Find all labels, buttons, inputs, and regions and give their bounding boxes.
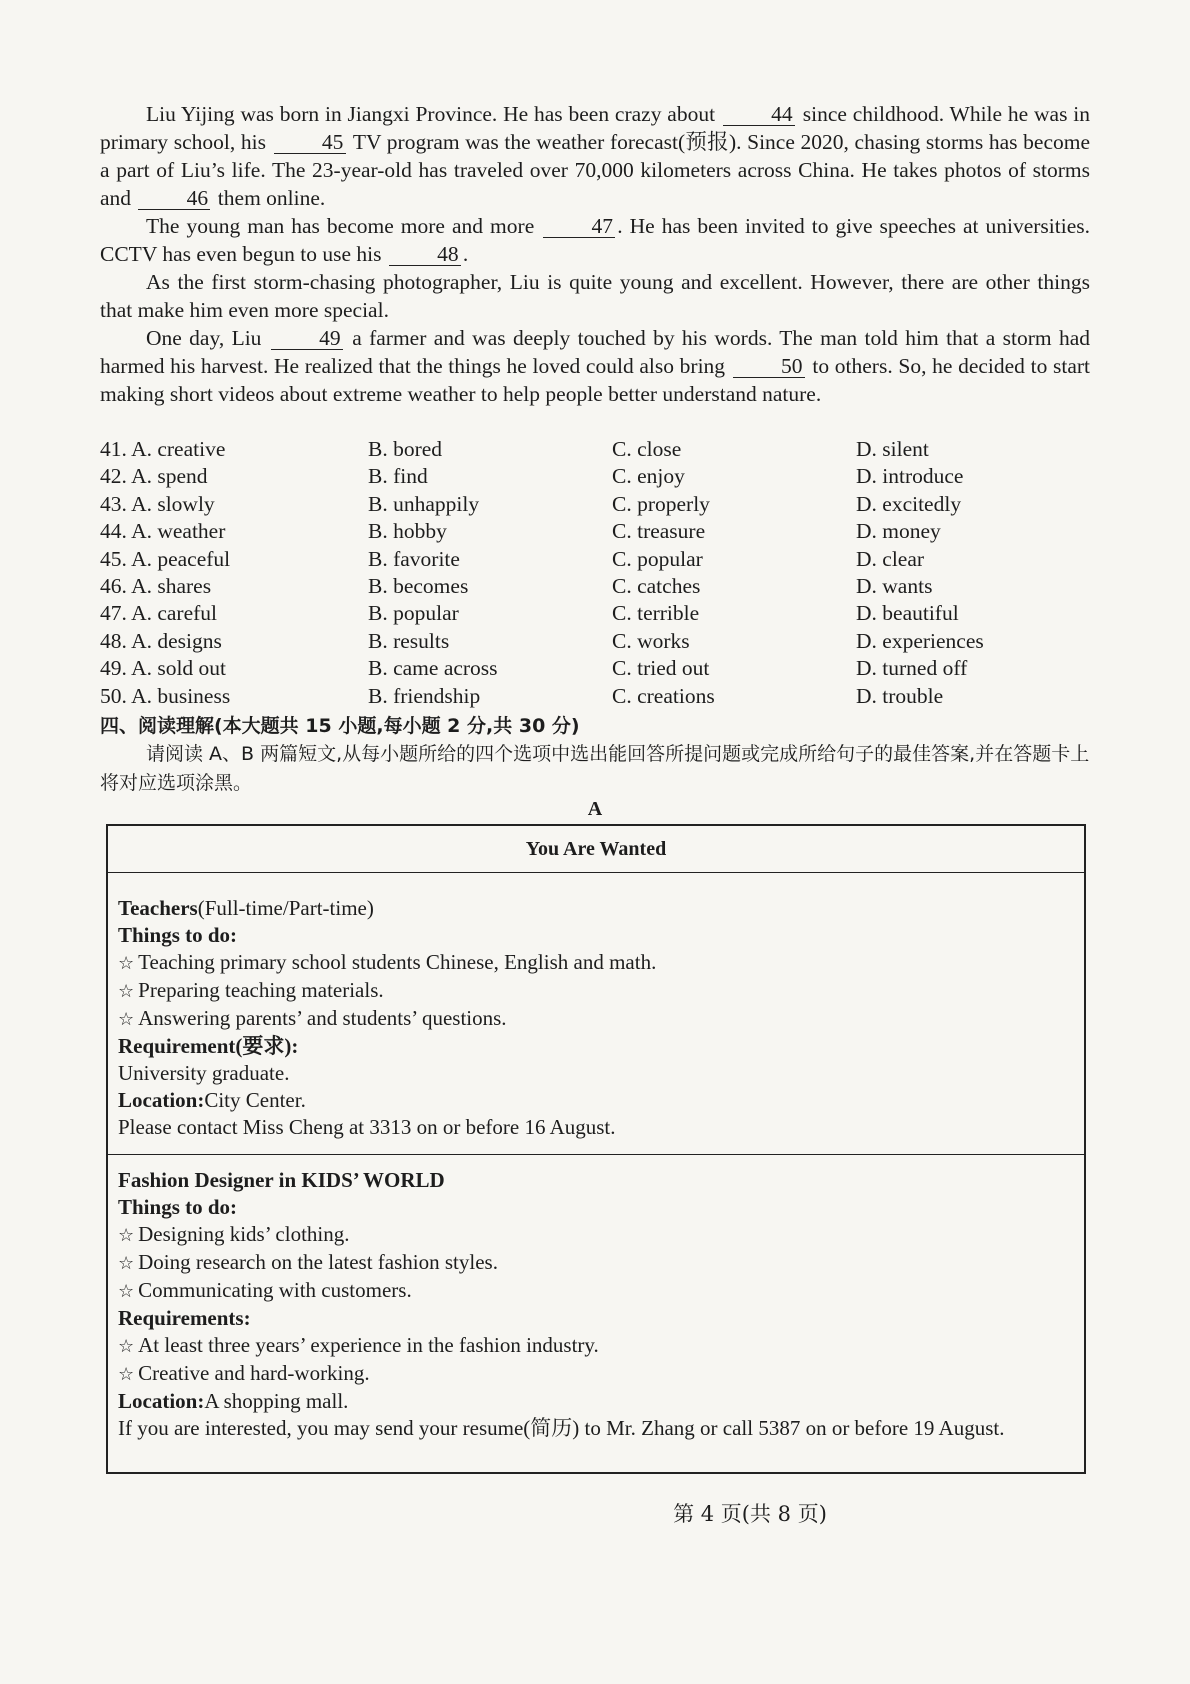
option-a: 48. A. designs [100,628,222,653]
option-a: 47. A. careful [100,601,218,626]
cloze-passage [100,100,1090,408]
blank-47: 47 [543,215,615,238]
job-title [118,895,1074,922]
option-d: D. trouble [856,683,944,708]
text: . He has been invited to give speeches at universities. CCTV has even begun to use his [100,214,1090,266]
todo-item [118,1277,1074,1305]
answer-options [100,436,1090,710]
contact-info: Please contact Miss Cheng at 3313 on or before 16 August. [118,1115,616,1139]
option-d: D. wants [856,573,933,598]
option-d: D. experiences [856,628,984,653]
star-icon: ☆ [118,953,135,974]
option-a: 50. A. business [100,683,231,708]
location-value: A shopping mall. [204,1389,349,1413]
option-c: C. catches [612,573,701,598]
passage-label: A [587,798,603,820]
star-icon: ☆ [118,1009,135,1030]
blank-48: 48 [389,243,461,266]
option-a: 42. A. spend [100,464,208,489]
option-row-44 [100,518,1090,545]
paragraph-2 [100,212,1090,268]
job-type: (Full-time/Part-time) [197,896,374,920]
todo-item [118,949,1074,977]
todo-label: Things to do: [118,923,238,947]
text: to others. So, he decided to start making short videos about extreme weather to help people better understand nature. [100,354,1091,406]
requirement-label: Requirements: [118,1306,251,1330]
job-name: Fashion Designer in KIDS’ WORLD [118,1168,445,1192]
option-c: C. close [612,437,682,461]
text: . [462,242,469,266]
option-d: D. money [856,519,941,544]
option-a: 49. A. sold out [100,656,227,681]
requirement-text: At least three years’ experience in the fashion industry. [138,1333,599,1357]
star-icon: ☆ [118,1253,135,1274]
text: since childhood. While he was in primary school, his [100,102,1091,154]
location-label: Location: [118,1088,205,1112]
option-c: C. tried out [612,656,710,681]
job-teachers [108,873,1084,1155]
requirement-item [118,1360,1074,1388]
text: a farmer and was deeply touched by his words. The man told him that a storm had harmed his harvest. He realized that the things he loved could also bring [100,326,1091,378]
option-row-47 [100,600,1090,627]
section-title: 四、阅读理解(本大题共 15 小题,每小题 2 分,共 30 分) [100,715,580,737]
option-b: B. bored [368,437,443,461]
option-b: B. came across [368,656,498,681]
option-c: C. terrible [612,601,700,626]
option-a: 46. A. shares [100,573,212,598]
todo-text: Teaching primary school students Chinese, English and math. [138,950,657,974]
job-fashion-designer [108,1155,1084,1442]
option-row-48 [100,628,1090,655]
option-a: 45. A. peaceful [100,546,231,571]
option-b: B. becomes [368,573,469,598]
option-b: B. unhappily [368,491,480,516]
todo-text: Designing kids’ clothing. [138,1222,350,1246]
requirement-label: Requirement(要求): [118,1034,299,1058]
job-name: Teachers [118,896,198,920]
text: Liu Yijing was born in Jiangxi Province. He has been crazy about [146,102,716,126]
option-row-49 [100,655,1090,682]
option-a: 41. A. creative [100,437,226,461]
requirement-text: Creative and hard-working. [138,1361,370,1385]
todo-item [118,977,1074,1005]
option-c: C. works [612,628,690,653]
blank-49: 49 [271,327,343,350]
option-b: B. friendship [368,683,481,708]
star-icon: ☆ [118,1281,135,1302]
location [118,1087,1074,1114]
ad-title: You Are Wanted [108,826,1084,873]
option-d: D. turned off [856,656,968,681]
text: them online. [217,186,326,210]
todo-label: Things to do: [118,1195,238,1219]
option-b: B. favorite [368,546,460,571]
requirement-text: University graduate. [118,1061,290,1085]
todo-text: Communicating with customers. [138,1278,412,1302]
star-icon: ☆ [118,1225,135,1246]
option-c: C. popular [612,546,703,571]
option-row-50 [100,683,1090,710]
todo-text: Preparing teaching materials. [138,978,384,1002]
star-icon: ☆ [118,1364,135,1385]
option-b: B. hobby [368,519,447,544]
option-c: C. treasure [612,519,706,544]
blank-50: 50 [733,355,805,378]
text: TV program was the weather forecast(预报). Since 2020, chasing storms has become a part of Liu’s life. The 23-year-old has traveled over 70,000 kilometers across China. He takes photos of storms and [100,130,1091,210]
option-d: D. excitedly [856,491,962,516]
option-b: B. results [368,628,450,653]
blank-45: 45 [274,131,346,154]
blank-44: 44 [723,103,795,126]
option-row-42 [100,463,1090,490]
option-c: C. creations [612,683,715,708]
option-d: D. introduce [856,464,964,489]
option-row-45 [100,546,1090,573]
star-icon: ☆ [118,981,135,1002]
option-row-43 [100,491,1090,518]
option-row-46 [100,573,1090,600]
star-icon: ☆ [118,1336,135,1357]
contact-info: If you are interested, you may send your resume(简历) to Mr. Zhang or call 5387 on or before 19 August. [118,1416,1005,1440]
option-b: B. popular [368,601,459,626]
text: One day, Liu [146,326,262,350]
todo-item [118,1221,1074,1249]
paragraph-1 [100,100,1090,212]
option-a: 43. A. slowly [100,491,215,516]
option-d: D. beautiful [856,601,959,626]
option-c: C. properly [612,491,710,516]
todo-text: Doing research on the latest fashion styles. [138,1250,498,1274]
page-number: 第 4 页(共 8 页) [673,1502,827,1526]
todo-item [118,1249,1074,1277]
text: The young man has become more and more [146,214,535,238]
todo-text: Answering parents’ and students’ questions. [138,1006,507,1030]
option-a: 44. A. weather [100,519,226,544]
option-d: D. clear [856,546,925,571]
requirement-item [118,1332,1074,1360]
paragraph-4 [100,324,1090,408]
location-value: City Center. [204,1088,306,1112]
job-ad-box [106,824,1086,1474]
option-row-41 [100,436,1090,463]
section-instructions: 请阅读 A、B 两篇短文,从每小题所给的四个选项中选出能回答所提问题或完成所给句子的最佳答案,并在答题卡上将对应选项涂黑。 [100,743,1090,794]
todo-item [118,1005,1074,1033]
location [118,1388,1074,1415]
blank-46: 46 [138,187,210,210]
option-d: D. silent [856,437,929,461]
option-b: B. find [368,464,428,489]
option-c: C. enjoy [612,464,685,489]
paragraph-3: As the first storm-chasing photographer, Liu is quite young and excellent. However, there are other things that make him even more special. [100,270,1090,322]
location-label: Location: [118,1389,205,1413]
